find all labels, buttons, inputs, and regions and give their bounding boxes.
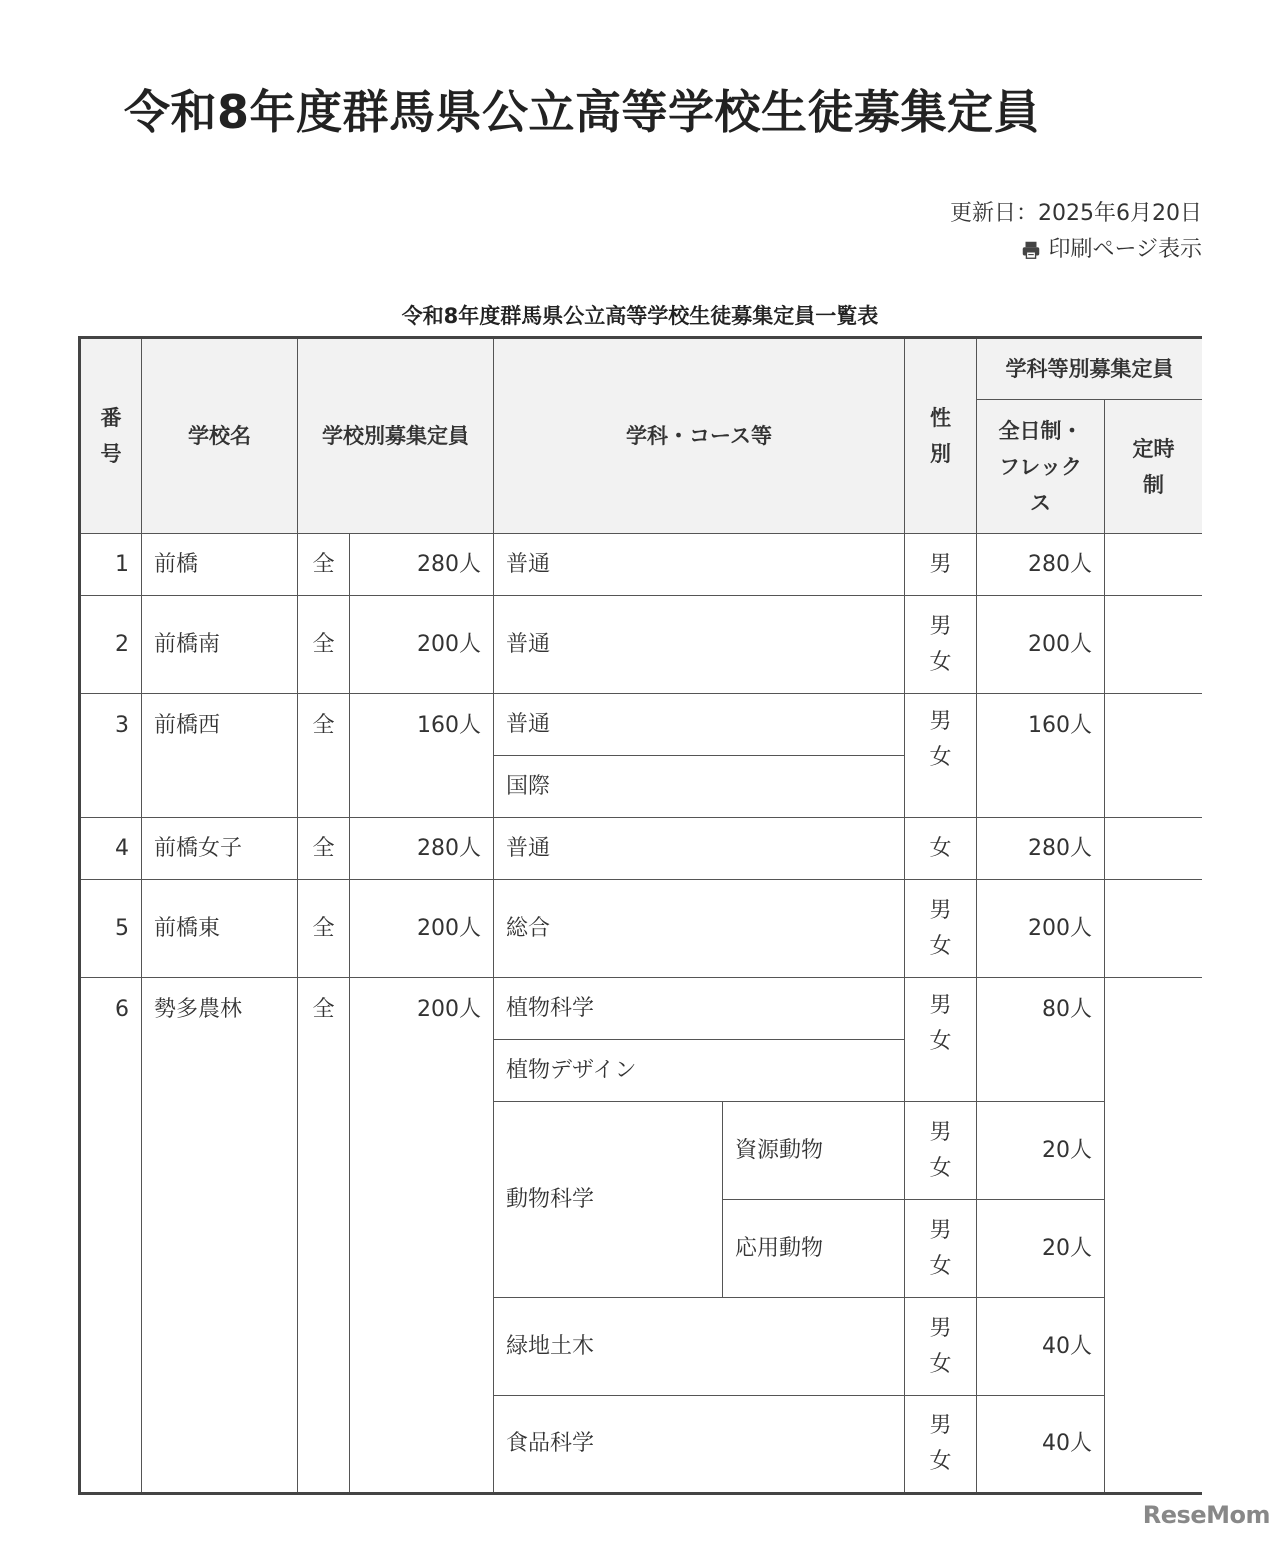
header-no: 番号: [80, 338, 142, 534]
course-name: 植物科学: [494, 978, 905, 1040]
sex: 男女: [905, 694, 977, 818]
dept-quota: 280人: [977, 818, 1105, 880]
header-parttime: 定時制: [1105, 400, 1202, 534]
dept-quota: 160人: [977, 694, 1105, 818]
parttime-quota: [1105, 534, 1202, 596]
school-name: 前橋: [142, 534, 298, 596]
parttime-quota: [1105, 978, 1202, 1494]
row-no: 2: [80, 596, 142, 694]
quota-table: [78, 336, 1202, 1495]
course-name: 普通: [494, 534, 905, 596]
course-type: 全: [298, 818, 350, 880]
school-name: 勢多農林: [142, 978, 298, 1494]
dept-quota: 20人: [977, 1200, 1105, 1298]
table-caption: 令和8年度群馬県公立高等学校生徒募集定員一覧表: [401, 304, 879, 328]
dept-quota: 280人: [977, 534, 1105, 596]
sub-course-name: 応用動物: [723, 1200, 905, 1298]
parttime-quota: [1105, 818, 1202, 880]
dept-quota: 40人: [977, 1298, 1105, 1396]
school-quota: 280人: [350, 818, 494, 880]
page-title: 令和8年度群馬県公立高等学校生徒募集定員: [124, 85, 1041, 139]
school-name: 前橋東: [142, 880, 298, 978]
sex: 男女: [905, 596, 977, 694]
sex: 男女: [905, 880, 977, 978]
table-row: [80, 694, 1203, 756]
page-meta: [950, 196, 1202, 273]
course-name: 普通: [494, 596, 905, 694]
dept-quota: 20人: [977, 1102, 1105, 1200]
school-name: 前橋女子: [142, 818, 298, 880]
row-no: 3: [80, 694, 142, 818]
row-no: 1: [80, 534, 142, 596]
parttime-quota: [1105, 596, 1202, 694]
school-quota: 200人: [350, 978, 494, 1494]
parttime-quota: [1105, 880, 1202, 978]
course-name: 普通: [494, 694, 905, 756]
header-school: 学校名: [142, 338, 298, 534]
parttime-quota: [1105, 694, 1202, 818]
sub-course-name: 資源動物: [723, 1102, 905, 1200]
sex: 男女: [905, 978, 977, 1102]
school-quota: 160人: [350, 694, 494, 818]
table-row: [80, 596, 1203, 694]
table-row: [80, 534, 1203, 596]
sex: 男女: [905, 1200, 977, 1298]
school-name: 前橋南: [142, 596, 298, 694]
header-school-quota: 学校別募集定員: [298, 338, 494, 534]
course-name: 動物科学: [494, 1102, 723, 1298]
table-row: [80, 978, 1203, 1040]
print-page-link[interactable]: [1020, 232, 1202, 268]
row-no: 5: [80, 880, 142, 978]
row-no: 4: [80, 818, 142, 880]
school-quota: 200人: [350, 880, 494, 978]
row-no: 6: [80, 978, 142, 1494]
sex: 男女: [905, 1396, 977, 1494]
sex: 男女: [905, 1298, 977, 1396]
course-name: 普通: [494, 818, 905, 880]
quota-table-wrapper: [78, 336, 1202, 1495]
table-row: [80, 880, 1203, 978]
header-fulltime: 全日制・フレックス: [977, 400, 1105, 534]
dept-quota: 80人: [977, 978, 1105, 1102]
course-name: 植物デザイン: [494, 1040, 905, 1102]
course-name: 国際: [494, 756, 905, 818]
course-type: 全: [298, 534, 350, 596]
dept-quota: 200人: [977, 596, 1105, 694]
school-name: 前橋西: [142, 694, 298, 818]
sex: 男女: [905, 1102, 977, 1200]
course-name: 総合: [494, 880, 905, 978]
course-name: 緑地土木: [494, 1298, 905, 1396]
course-type: 全: [298, 694, 350, 818]
course-type: 全: [298, 880, 350, 978]
header-course: 学科・コース等: [494, 338, 905, 534]
updated-date: 更新日：2025年6月20日: [950, 201, 1202, 226]
course-name: 食品科学: [494, 1396, 905, 1494]
printer-icon: [1020, 239, 1042, 261]
dept-quota: 40人: [977, 1396, 1105, 1494]
print-page-label: 印刷ページ表示: [1048, 237, 1202, 262]
resemom-logo: ReseMom: [1142, 1501, 1270, 1529]
dept-quota: 200人: [977, 880, 1105, 978]
school-quota: 200人: [350, 596, 494, 694]
table-row: [80, 818, 1203, 880]
sex: 男: [905, 534, 977, 596]
course-type: 全: [298, 596, 350, 694]
header-dept-quota: 学科等別募集定員: [977, 338, 1202, 400]
sex: 女: [905, 818, 977, 880]
school-quota: 280人: [350, 534, 494, 596]
course-type: 全: [298, 978, 350, 1494]
header-sex: 性別: [905, 338, 977, 534]
